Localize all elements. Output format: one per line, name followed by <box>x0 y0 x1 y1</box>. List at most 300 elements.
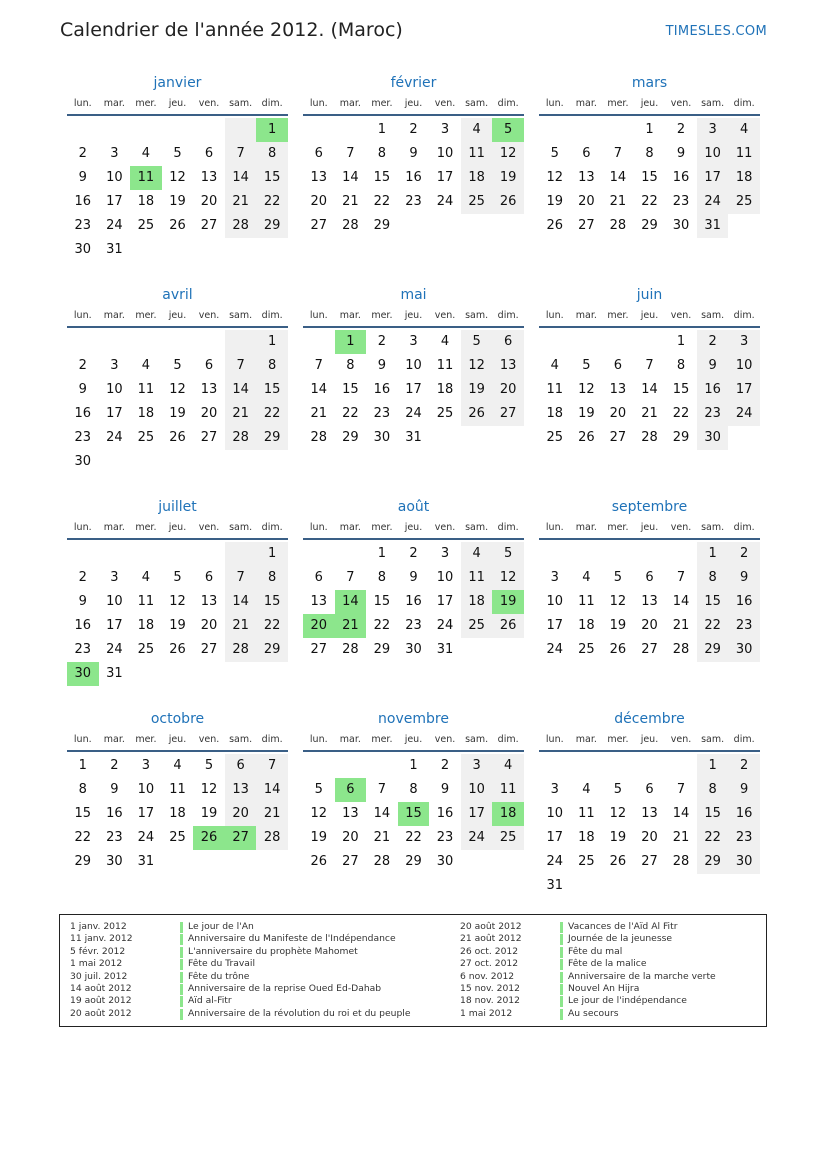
day-cell[interactable]: 9 <box>78 594 87 609</box>
day-cell[interactable]: 20 <box>641 830 658 845</box>
day-cell[interactable]: 17 <box>405 382 422 397</box>
day-cell[interactable]: 19 <box>200 806 218 821</box>
day-cell[interactable]: 9 <box>110 782 119 797</box>
day-cell[interactable]: 4 <box>461 542 493 566</box>
day-cell[interactable]: 2 <box>110 758 119 773</box>
day-cell[interactable]: 14 <box>256 778 288 802</box>
day-cell[interactable]: 20 <box>609 406 627 421</box>
day-cell[interactable]: 3 <box>728 330 760 354</box>
day-cell[interactable]: 4 <box>141 358 151 373</box>
day-cell[interactable]: 14 <box>310 382 328 397</box>
day-cell[interactable]: 20 <box>310 194 328 209</box>
day-cell[interactable]: 25 <box>461 614 493 638</box>
day-cell[interactable]: 7 <box>645 358 654 373</box>
day-cell[interactable]: 19 <box>609 830 627 845</box>
day-cell[interactable]: 13 <box>200 170 218 185</box>
day-cell[interactable]: 24 <box>106 430 123 445</box>
day-cell[interactable]: 24 <box>461 826 493 850</box>
day-cell[interactable]: 23 <box>74 430 92 445</box>
day-cell[interactable]: 6 <box>613 358 623 373</box>
day-cell[interactable]: 25 <box>546 430 564 445</box>
day-cell[interactable]: 8 <box>256 142 288 166</box>
day-cell[interactable]: 11 <box>169 782 186 797</box>
day-cell[interactable]: 22 <box>256 190 288 214</box>
day-cell[interactable]: 29 <box>405 854 422 869</box>
day-cell[interactable]: 9 <box>676 146 686 161</box>
day-cell[interactable]: 22 <box>373 618 391 633</box>
day-cell[interactable]: 12 <box>200 782 218 797</box>
day-cell[interactable]: 2 <box>728 754 760 778</box>
day-cell[interactable]: 5 <box>550 146 559 161</box>
day-cell[interactable]: 7 <box>346 146 355 161</box>
day-cell[interactable]: 29 <box>373 218 391 233</box>
day-cell[interactable]: 11 <box>461 566 493 590</box>
day-cell[interactable]: 5 <box>461 330 493 354</box>
day-cell[interactable]: 27 <box>578 218 595 233</box>
day-cell[interactable]: 28 <box>342 642 359 657</box>
day-cell[interactable]: 20 <box>225 802 257 826</box>
day-cell[interactable]: 17 <box>546 618 564 633</box>
day-cell[interactable]: 24 <box>405 406 422 421</box>
day-cell[interactable]: 21 <box>225 614 257 638</box>
day-cell[interactable]: 23 <box>405 618 422 633</box>
day-cell[interactable]: 1 <box>409 758 418 773</box>
day-cell[interactable]: 30 <box>436 854 454 869</box>
day-cell[interactable]: 7 <box>613 146 623 161</box>
day-cell[interactable]: 9 <box>377 358 387 373</box>
day-cell[interactable]: 18 <box>137 406 155 421</box>
day-cell[interactable]: 14 <box>672 806 690 821</box>
day-cell[interactable]: 5 <box>173 146 182 161</box>
day-cell[interactable]: 4 <box>461 118 493 142</box>
day-cell[interactable]: 21 <box>342 194 359 209</box>
day-cell[interactable]: 8 <box>645 146 654 161</box>
day-cell[interactable]: 23 <box>373 406 391 421</box>
day-cell[interactable]: 29 <box>74 854 92 869</box>
day-cell[interactable]: 7 <box>256 754 288 778</box>
day-cell[interactable]: 11 <box>728 142 760 166</box>
day-cell[interactable]: 27 <box>200 642 218 657</box>
holiday-day-cell[interactable]: 5 <box>492 118 524 142</box>
day-cell[interactable]: 17 <box>106 618 123 633</box>
day-cell[interactable]: 15 <box>256 590 288 614</box>
day-cell[interactable]: 13 <box>200 382 218 397</box>
day-cell[interactable]: 14 <box>373 806 391 821</box>
day-cell[interactable]: 29 <box>697 850 729 874</box>
day-cell[interactable]: 17 <box>137 806 155 821</box>
day-cell[interactable]: 24 <box>106 642 123 657</box>
day-cell[interactable]: 18 <box>578 830 595 845</box>
day-cell[interactable]: 7 <box>314 358 323 373</box>
day-cell[interactable]: 8 <box>346 358 355 373</box>
day-cell[interactable]: 5 <box>613 570 623 585</box>
day-cell[interactable]: 24 <box>697 190 729 214</box>
day-cell[interactable]: 6 <box>314 570 323 585</box>
day-cell[interactable]: 29 <box>256 638 288 662</box>
day-cell[interactable]: 1 <box>256 330 288 354</box>
day-cell[interactable]: 20 <box>641 618 658 633</box>
day-cell[interactable]: 2 <box>377 334 387 349</box>
day-cell[interactable]: 30 <box>74 454 92 469</box>
day-cell[interactable]: 27 <box>641 854 658 869</box>
day-cell[interactable]: 15 <box>373 594 391 609</box>
day-cell[interactable]: 22 <box>405 830 422 845</box>
day-cell[interactable]: 25 <box>137 218 155 233</box>
day-cell[interactable]: 4 <box>582 782 591 797</box>
day-cell[interactable]: 14 <box>641 382 658 397</box>
day-cell[interactable]: 17 <box>461 802 493 826</box>
day-cell[interactable]: 10 <box>106 382 123 397</box>
day-cell[interactable]: 22 <box>342 406 359 421</box>
day-cell[interactable]: 30 <box>74 242 92 257</box>
day-cell[interactable]: 25 <box>137 430 155 445</box>
day-cell[interactable]: 9 <box>409 146 418 161</box>
day-cell[interactable]: 4 <box>141 146 151 161</box>
day-cell[interactable]: 17 <box>546 830 564 845</box>
day-cell[interactable]: 26 <box>310 854 328 869</box>
day-cell[interactable]: 30 <box>405 642 422 657</box>
day-cell[interactable]: 4 <box>550 358 559 373</box>
day-cell[interactable]: 15 <box>697 802 729 826</box>
day-cell[interactable]: 18 <box>137 194 155 209</box>
day-cell[interactable]: 26 <box>609 642 627 657</box>
day-cell[interactable]: 16 <box>728 802 760 826</box>
holiday-day-cell[interactable]: 21 <box>335 614 367 638</box>
day-cell[interactable]: 11 <box>492 778 524 802</box>
day-cell[interactable]: 25 <box>492 826 524 850</box>
day-cell[interactable]: 26 <box>461 402 493 426</box>
day-cell[interactable]: 16 <box>405 594 422 609</box>
day-cell[interactable]: 7 <box>377 782 387 797</box>
day-cell[interactable]: 3 <box>409 334 418 349</box>
day-cell[interactable]: 23 <box>672 194 690 209</box>
day-cell[interactable]: 12 <box>578 382 595 397</box>
holiday-day-cell[interactable]: 15 <box>398 802 430 826</box>
day-cell[interactable]: 28 <box>641 430 658 445</box>
day-cell[interactable]: 3 <box>697 118 729 142</box>
day-cell[interactable]: 31 <box>546 878 564 893</box>
day-cell[interactable]: 21 <box>256 802 288 826</box>
holiday-day-cell[interactable]: 1 <box>256 118 288 142</box>
day-cell[interactable]: 10 <box>697 142 729 166</box>
day-cell[interactable]: 27 <box>641 642 658 657</box>
day-cell[interactable]: 9 <box>440 782 450 797</box>
day-cell[interactable]: 8 <box>697 566 729 590</box>
day-cell[interactable]: 11 <box>578 594 595 609</box>
day-cell[interactable]: 24 <box>436 194 454 209</box>
day-cell[interactable]: 28 <box>225 638 257 662</box>
day-cell[interactable]: 27 <box>609 430 627 445</box>
day-cell[interactable]: 26 <box>546 218 564 233</box>
day-cell[interactable]: 9 <box>78 382 87 397</box>
day-cell[interactable]: 22 <box>697 614 729 638</box>
day-cell[interactable]: 5 <box>173 358 182 373</box>
day-cell[interactable]: 3 <box>550 570 559 585</box>
day-cell[interactable]: 1 <box>78 758 87 773</box>
day-cell[interactable]: 10 <box>106 594 123 609</box>
day-cell[interactable]: 5 <box>492 542 524 566</box>
day-cell[interactable]: 27 <box>200 218 218 233</box>
brand-logo[interactable]: TIMESLES.COM <box>665 24 767 39</box>
day-cell[interactable]: 3 <box>110 358 119 373</box>
day-cell[interactable]: 23 <box>697 402 729 426</box>
day-cell[interactable]: 13 <box>342 806 359 821</box>
day-cell[interactable]: 24 <box>137 830 155 845</box>
day-cell[interactable]: 26 <box>169 642 186 657</box>
day-cell[interactable]: 17 <box>436 594 454 609</box>
day-cell[interactable]: 28 <box>342 218 359 233</box>
day-cell[interactable]: 25 <box>436 406 454 421</box>
day-cell[interactable]: 24 <box>546 854 564 869</box>
day-cell[interactable]: 15 <box>256 166 288 190</box>
day-cell[interactable]: 21 <box>225 190 257 214</box>
day-cell[interactable]: 21 <box>310 406 328 421</box>
day-cell[interactable]: 12 <box>169 170 186 185</box>
day-cell[interactable]: 29 <box>697 638 729 662</box>
day-cell[interactable]: 21 <box>672 830 690 845</box>
day-cell[interactable]: 29 <box>373 642 391 657</box>
day-cell[interactable]: 21 <box>225 402 257 426</box>
day-cell[interactable]: 18 <box>461 166 493 190</box>
day-cell[interactable]: 26 <box>169 430 186 445</box>
day-cell[interactable]: 8 <box>78 782 87 797</box>
day-cell[interactable]: 8 <box>377 146 387 161</box>
day-cell[interactable]: 12 <box>609 594 627 609</box>
day-cell[interactable]: 7 <box>225 566 257 590</box>
day-cell[interactable]: 20 <box>200 194 218 209</box>
day-cell[interactable]: 17 <box>436 170 454 185</box>
day-cell[interactable]: 1 <box>697 542 729 566</box>
day-cell[interactable]: 26 <box>492 190 524 214</box>
day-cell[interactable]: 18 <box>137 618 155 633</box>
day-cell[interactable]: 29 <box>672 430 690 445</box>
holiday-day-cell[interactable]: 27 <box>225 826 257 850</box>
day-cell[interactable]: 2 <box>409 546 418 561</box>
day-cell[interactable]: 19 <box>169 194 186 209</box>
day-cell[interactable]: 18 <box>578 618 595 633</box>
holiday-day-cell[interactable]: 6 <box>335 778 367 802</box>
day-cell[interactable]: 31 <box>405 430 422 445</box>
holiday-day-cell[interactable]: 1 <box>335 330 367 354</box>
day-cell[interactable]: 6 <box>204 358 214 373</box>
day-cell[interactable]: 28 <box>225 214 257 238</box>
day-cell[interactable]: 9 <box>728 778 760 802</box>
day-cell[interactable]: 4 <box>728 118 760 142</box>
day-cell[interactable]: 13 <box>310 170 328 185</box>
day-cell[interactable]: 2 <box>676 122 686 137</box>
day-cell[interactable]: 11 <box>546 382 564 397</box>
day-cell[interactable]: 31 <box>106 242 123 257</box>
day-cell[interactable]: 12 <box>609 806 627 821</box>
day-cell[interactable]: 14 <box>342 170 359 185</box>
day-cell[interactable]: 30 <box>373 430 391 445</box>
day-cell[interactable]: 24 <box>436 618 454 633</box>
day-cell[interactable]: 22 <box>672 406 690 421</box>
day-cell[interactable]: 10 <box>137 782 155 797</box>
day-cell[interactable]: 20 <box>200 618 218 633</box>
day-cell[interactable]: 9 <box>728 566 760 590</box>
day-cell[interactable]: 27 <box>492 402 524 426</box>
day-cell[interactable]: 1 <box>377 546 387 561</box>
day-cell[interactable]: 16 <box>106 806 123 821</box>
day-cell[interactable]: 7 <box>676 782 686 797</box>
day-cell[interactable]: 15 <box>641 170 658 185</box>
day-cell[interactable]: 8 <box>676 358 686 373</box>
holiday-day-cell[interactable]: 14 <box>335 590 367 614</box>
day-cell[interactable]: 16 <box>74 406 92 421</box>
day-cell[interactable]: 10 <box>436 146 454 161</box>
day-cell[interactable]: 4 <box>582 570 591 585</box>
day-cell[interactable]: 1 <box>645 122 654 137</box>
day-cell[interactable]: 25 <box>169 830 186 845</box>
day-cell[interactable]: 12 <box>492 142 524 166</box>
day-cell[interactable]: 2 <box>728 542 760 566</box>
day-cell[interactable]: 28 <box>310 430 328 445</box>
day-cell[interactable]: 17 <box>728 378 760 402</box>
day-cell[interactable]: 2 <box>409 122 418 137</box>
day-cell[interactable]: 15 <box>373 170 391 185</box>
day-cell[interactable]: 4 <box>141 570 151 585</box>
holiday-day-cell[interactable]: 19 <box>492 590 524 614</box>
day-cell[interactable]: 21 <box>609 194 627 209</box>
day-cell[interactable]: 28 <box>373 854 391 869</box>
day-cell[interactable]: 6 <box>645 570 654 585</box>
day-cell[interactable]: 3 <box>461 754 493 778</box>
day-cell[interactable]: 15 <box>256 378 288 402</box>
day-cell[interactable]: 5 <box>582 358 591 373</box>
day-cell[interactable]: 13 <box>310 594 328 609</box>
holiday-day-cell[interactable]: 30 <box>67 662 99 686</box>
day-cell[interactable]: 13 <box>578 170 595 185</box>
day-cell[interactable]: 12 <box>310 806 328 821</box>
day-cell[interactable]: 31 <box>106 666 123 681</box>
day-cell[interactable]: 19 <box>310 830 328 845</box>
day-cell[interactable]: 15 <box>74 806 92 821</box>
day-cell[interactable]: 6 <box>492 330 524 354</box>
day-cell[interactable]: 22 <box>641 194 658 209</box>
day-cell[interactable]: 19 <box>461 378 493 402</box>
day-cell[interactable]: 23 <box>405 194 422 209</box>
day-cell[interactable]: 21 <box>641 406 658 421</box>
day-cell[interactable]: 24 <box>106 218 123 233</box>
day-cell[interactable]: 9 <box>409 570 418 585</box>
day-cell[interactable]: 8 <box>697 778 729 802</box>
day-cell[interactable]: 13 <box>641 594 658 609</box>
day-cell[interactable]: 16 <box>74 618 92 633</box>
day-cell[interactable]: 10 <box>546 594 564 609</box>
day-cell[interactable]: 3 <box>110 146 119 161</box>
day-cell[interactable]: 28 <box>256 826 288 850</box>
day-cell[interactable]: 30 <box>106 854 123 869</box>
day-cell[interactable]: 16 <box>672 170 690 185</box>
day-cell[interactable]: 2 <box>440 758 450 773</box>
day-cell[interactable]: 26 <box>609 854 627 869</box>
day-cell[interactable]: 25 <box>578 642 595 657</box>
day-cell[interactable]: 6 <box>204 570 214 585</box>
day-cell[interactable]: 21 <box>373 830 391 845</box>
day-cell[interactable]: 9 <box>697 354 729 378</box>
day-cell[interactable]: 31 <box>137 854 155 869</box>
day-cell[interactable]: 14 <box>609 170 627 185</box>
day-cell[interactable]: 6 <box>582 146 591 161</box>
day-cell[interactable]: 16 <box>697 378 729 402</box>
day-cell[interactable]: 19 <box>609 618 627 633</box>
day-cell[interactable]: 14 <box>672 594 690 609</box>
day-cell[interactable]: 25 <box>461 190 493 214</box>
day-cell[interactable]: 26 <box>578 430 595 445</box>
day-cell[interactable]: 18 <box>436 382 454 397</box>
day-cell[interactable]: 7 <box>225 354 257 378</box>
day-cell[interactable]: 10 <box>461 778 493 802</box>
day-cell[interactable]: 22 <box>697 826 729 850</box>
day-cell[interactable]: 27 <box>342 854 359 869</box>
day-cell[interactable]: 28 <box>672 642 690 657</box>
day-cell[interactable]: 7 <box>676 570 686 585</box>
day-cell[interactable]: 29 <box>256 214 288 238</box>
day-cell[interactable]: 18 <box>728 166 760 190</box>
day-cell[interactable]: 25 <box>728 190 760 214</box>
day-cell[interactable]: 13 <box>225 778 257 802</box>
day-cell[interactable]: 8 <box>377 570 387 585</box>
day-cell[interactable]: 15 <box>672 382 690 397</box>
day-cell[interactable]: 11 <box>436 358 454 373</box>
day-cell[interactable]: 17 <box>106 406 123 421</box>
day-cell[interactable]: 13 <box>492 354 524 378</box>
day-cell[interactable]: 2 <box>78 358 87 373</box>
day-cell[interactable]: 18 <box>546 406 564 421</box>
day-cell[interactable]: 20 <box>342 830 359 845</box>
day-cell[interactable]: 23 <box>74 642 92 657</box>
day-cell[interactable]: 13 <box>609 382 627 397</box>
day-cell[interactable]: 4 <box>173 758 182 773</box>
day-cell[interactable]: 17 <box>106 194 123 209</box>
day-cell[interactable]: 21 <box>672 618 690 633</box>
day-cell[interactable]: 10 <box>436 570 454 585</box>
day-cell[interactable]: 16 <box>373 382 391 397</box>
day-cell[interactable]: 2 <box>78 146 87 161</box>
day-cell[interactable]: 23 <box>728 826 760 850</box>
day-cell[interactable]: 6 <box>314 146 323 161</box>
day-cell[interactable]: 5 <box>613 782 623 797</box>
day-cell[interactable]: 30 <box>728 850 760 874</box>
day-cell[interactable]: 6 <box>645 782 654 797</box>
day-cell[interactable]: 12 <box>492 566 524 590</box>
day-cell[interactable]: 22 <box>256 614 288 638</box>
day-cell[interactable]: 18 <box>461 590 493 614</box>
day-cell[interactable]: 28 <box>225 426 257 450</box>
day-cell[interactable]: 1 <box>697 754 729 778</box>
day-cell[interactable]: 11 <box>578 806 595 821</box>
day-cell[interactable]: 12 <box>169 594 186 609</box>
day-cell[interactable]: 16 <box>405 170 422 185</box>
day-cell[interactable]: 29 <box>342 430 359 445</box>
day-cell[interactable]: 15 <box>342 382 359 397</box>
day-cell[interactable]: 5 <box>173 570 182 585</box>
day-cell[interactable]: 24 <box>728 402 760 426</box>
day-cell[interactable]: 8 <box>256 354 288 378</box>
day-cell[interactable]: 25 <box>137 642 155 657</box>
day-cell[interactable]: 13 <box>200 594 218 609</box>
day-cell[interactable]: 25 <box>578 854 595 869</box>
day-cell[interactable]: 11 <box>137 382 155 397</box>
day-cell[interactable]: 28 <box>609 218 627 233</box>
day-cell[interactable]: 19 <box>578 406 595 421</box>
day-cell[interactable]: 28 <box>672 854 690 869</box>
holiday-day-cell[interactable]: 18 <box>492 802 524 826</box>
day-cell[interactable]: 24 <box>546 642 564 657</box>
day-cell[interactable]: 27 <box>310 642 328 657</box>
day-cell[interactable]: 19 <box>169 406 186 421</box>
